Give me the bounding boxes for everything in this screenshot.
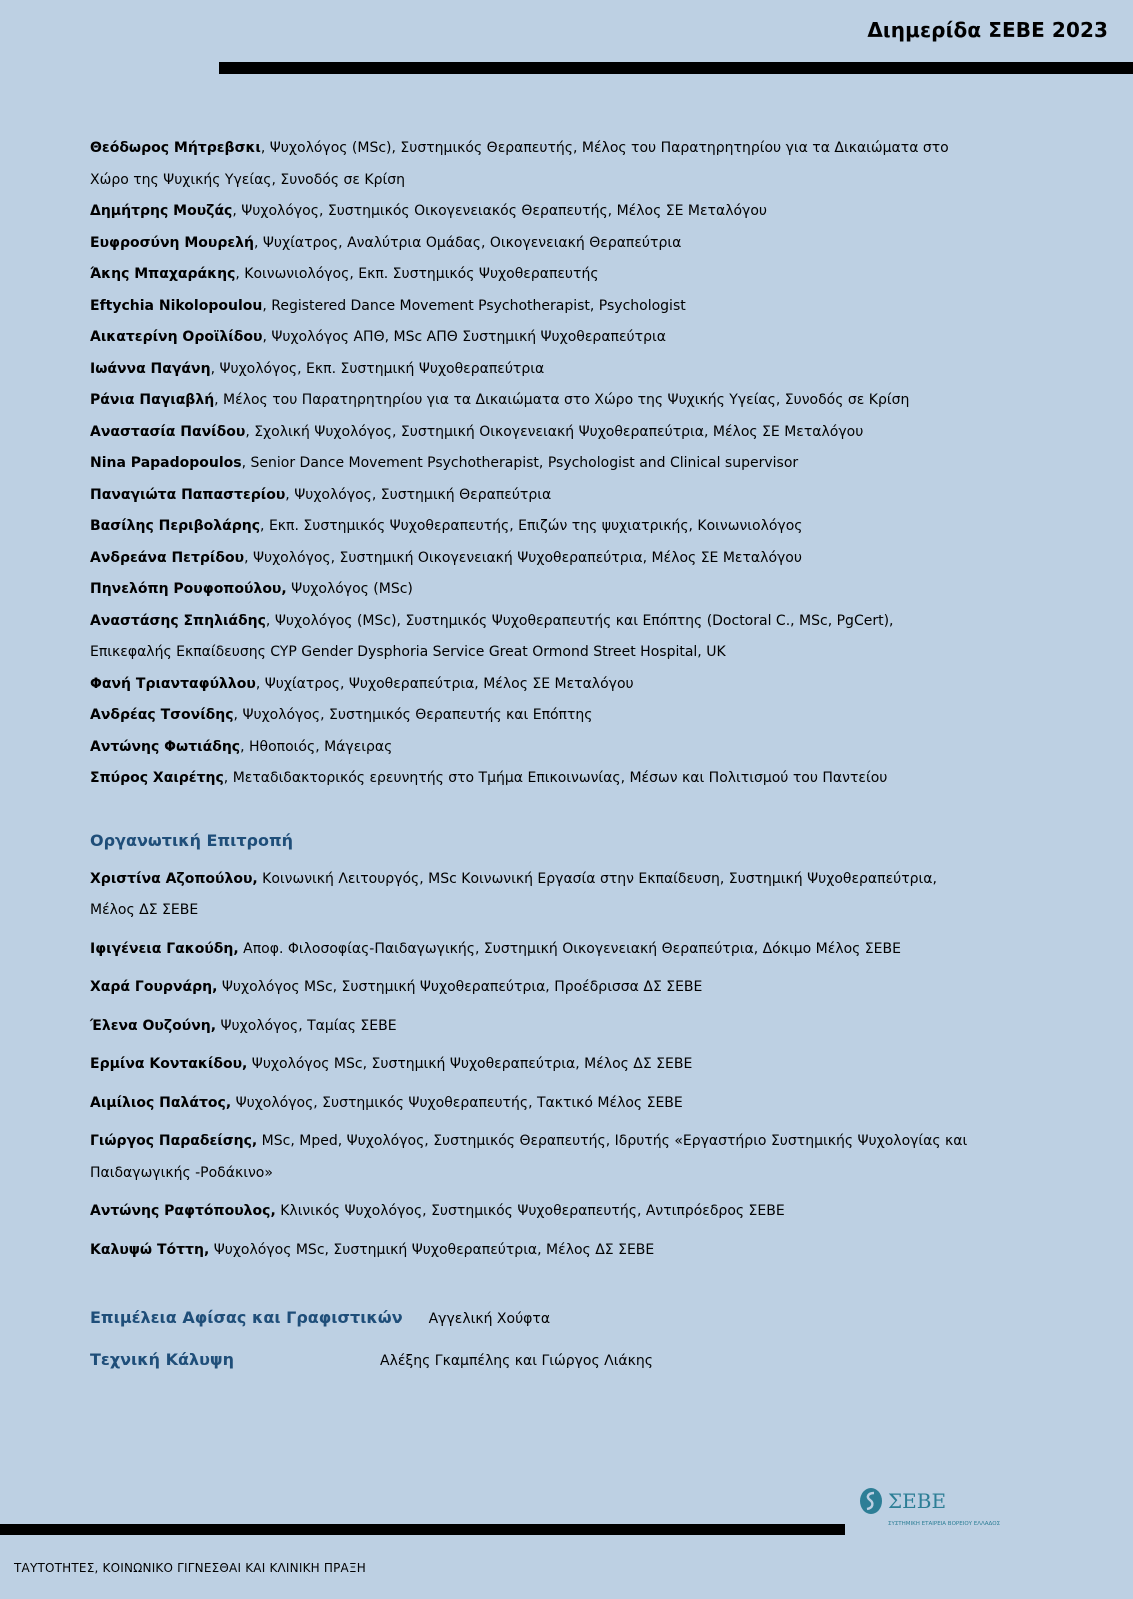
credit-tech — [90, 1350, 970, 1392]
participant-item — [90, 700, 970, 732]
participant-item — [90, 606, 970, 669]
participant-description: , Ψυχίατρος, Ψυχοθεραπεύτρια, Μέλος ΣΕ Μεταλόγου — [255, 675, 634, 692]
participant-name: Αντώνης Φωτιάδης — [90, 738, 241, 755]
committee-member-name: Καλυψώ Τόττη, — [90, 1241, 210, 1258]
participant-description: , Senior Dance Movement Psychotherapist, Psychologist and Clinical supervisor — [241, 455, 799, 471]
participant-item — [90, 133, 970, 196]
participant-item — [90, 763, 970, 795]
participant-item — [90, 196, 970, 228]
participant-description: , Ψυχολόγος, Συστημικός Οικογενειακός Θεραπευτής, Μέλος ΣΕ Μεταλόγου — [232, 203, 767, 219]
participant-name: Βασίλης Περιβολάρης — [90, 518, 261, 534]
participant-name: Φανή Τριανταφύλλου — [90, 675, 256, 692]
participant-item — [90, 732, 970, 764]
participant-description: , Ψυχολόγος, Συστημική Οικογενειακή Ψυχοθεραπεύτρια, Μέλος ΣΕ Μεταλόγου — [244, 549, 802, 566]
committee-member-name: Αιμίλιος Παλάτος, — [90, 1094, 232, 1111]
committee-member-item — [90, 1196, 970, 1228]
committee-member-name: Έλενα Ουζούνη, — [90, 1017, 217, 1034]
participant-item — [90, 228, 970, 260]
participant-item — [90, 480, 970, 512]
organizing-committee-heading: Οργανωτική Επιτροπή — [90, 830, 294, 850]
page-header-title: Διημερίδα ΣΕΒΕ 2023 — [867, 18, 1108, 42]
seve-logo-icon — [858, 1485, 884, 1517]
participant-name: Σπύρος Χαιρέτης — [90, 770, 224, 786]
committee-member-description: Ψυχολόγος, Συστημικός Ψυχοθεραπευτής, Τακτικό Μέλος ΣΕΒΕ — [231, 1094, 683, 1111]
header-rule — [219, 62, 1133, 74]
participants-list — [90, 133, 970, 795]
participant-item — [90, 574, 970, 606]
participant-description: , Ψυχολόγος (MSc), Συστημικός Θεραπευτής, Μέλος του Παρατηρητηρίου για τα Δικαιώματα στο Χώρο της Ψυχικής Υγείας, Συνοδός σε Κρίση — [90, 140, 949, 188]
credit-tech-value: Αλέξης Γκαμπέλης και Γιώργος Λιάκης — [380, 1353, 653, 1369]
participant-name: Αικατερίνη Οροϊλίδου — [90, 329, 263, 345]
participant-item — [90, 291, 970, 323]
participant-name: Παναγιώτα Παπαστερίου — [90, 486, 286, 503]
participant-description: , Ψυχολόγος, Συστημικός Θεραπευτής και Επόπτης — [233, 707, 593, 723]
participant-description: , Κοινωνιολόγος, Εκπ. Συστημικός Ψυχοθεραπευτής — [235, 266, 599, 282]
committee-member-description: Ψυχολόγος MSc, Συστημική Ψυχοθεραπεύτρια, Προέδρισσα ΔΣ ΣΕΒΕ — [217, 979, 703, 995]
credit-poster-label: Επιμέλεια Αφίσας και Γραφιστικών — [90, 1308, 403, 1327]
participant-name: Θεόδωρος Μήτρεβσκι — [90, 140, 261, 156]
committee-member-item — [90, 1126, 970, 1189]
seve-logo — [858, 1485, 1008, 1555]
committee-member-name: Ερμίνα Κοντακίδου, — [90, 1056, 248, 1072]
committee-member-name: Χαρά Γουρνάρη, — [90, 979, 218, 995]
committee-member-description: Κλινικός Ψυχολόγος, Συστημικός Ψυχοθεραπευτής, Αντιπρόεδρος ΣΕΒΕ — [275, 1203, 785, 1219]
credit-poster — [90, 1308, 970, 1350]
participant-item — [90, 448, 970, 480]
seve-logo-subtitle: ΣΥΣΤΗΜΙΚΗ ΕΤΑΙΡΕΙΑ ΒΟΡΕΙΟΥ ΕΛΛΑΔΟΣ — [888, 1521, 1001, 1527]
participant-name: Πηνελόπη Ρουφοπούλου, — [90, 581, 287, 597]
participant-description: , Σχολική Ψυχολόγος, Συστημική Οικογενειακή Ψυχοθεραπεύτρια, Μέλος ΣΕ Μεταλόγου — [245, 423, 864, 440]
participant-name: Ανδρεάνα Πετρίδου — [90, 549, 245, 566]
committee-member-description: MSc, Mped, Ψυχολόγος, Συστημικός Θεραπευτής, Ιδρυτής «Εργαστήριο Συστημικής Ψυχολογίας και Παιδαγωγικής -Ροδάκινο» — [90, 1133, 968, 1181]
footer-text: ΤΑΥΤΟΤΗΤΕΣ, ΚΟΙΝΩΝΙΚΟ ΓΙΓΝΕΣΘΑΙ ΚΑΙ ΚΛΙΝΙΚΗ ΠΡΑΞΗ — [14, 1561, 366, 1575]
committee-member-item — [90, 934, 970, 966]
committee-member-item — [90, 864, 970, 927]
participant-item — [90, 385, 970, 417]
participant-name: Άκης Μπαχαράκης — [90, 266, 236, 282]
participant-description: , Μέλος του Παρατηρητηρίου για τα Δικαιώματα στο Χώρο της Ψυχικής Υγείας, Συνοδός σε Κρίση — [214, 392, 910, 408]
committee-member-description: Ψυχολόγος MSc, Συστημική Ψυχοθεραπεύτρια, Μέλος ΔΣ ΣΕΒΕ — [247, 1056, 693, 1072]
committee-member-name: Αντώνης Ραφτόπουλος, — [90, 1203, 276, 1219]
participant-description: , Ψυχολόγος, Συστημική Θεραπεύτρια — [285, 486, 552, 503]
participant-name: Δημήτρης Μουζάς — [90, 203, 233, 219]
committee-member-item — [90, 1049, 970, 1081]
participant-description: , Ψυχολόγος ΑΠΘ, MSc ΑΠΘ Συστημική Ψυχοθεραπεύτρια — [262, 329, 666, 345]
committee-member-description: Ψυχολόγος MSc, Συστημική Ψυχοθεραπεύτρια, Μέλος ΔΣ ΣΕΒΕ — [209, 1241, 655, 1258]
participant-item — [90, 259, 970, 291]
participant-item — [90, 417, 970, 449]
participant-description: , Ηθοποιός, Μάγειρας — [240, 738, 393, 755]
committee-member-description: Αποφ. Φιλοσοφίας-Παιδαγωγικής, Συστημική Οικογενειακή Θεραπεύτρια, Δόκιμο Μέλος ΣΕΒΕ — [238, 940, 901, 957]
committee-member-name: Γιώργος Παραδείσης, — [90, 1133, 258, 1149]
participant-item — [90, 511, 970, 543]
participant-name: Nina Papadopoulos — [90, 455, 242, 471]
committee-member-name: Ιφιγένεια Γακούδη, — [90, 940, 239, 957]
participant-description: , Ψυχολόγος, Εκπ. Συστημική Ψυχοθεραπεύτρια — [210, 360, 545, 377]
participant-description: , Ψυχίατρος, Αναλύτρια Ομάδας, Οικογενειακή Θεραπεύτρια — [254, 234, 682, 251]
committee-member-item — [90, 972, 970, 1004]
credits — [90, 1308, 970, 1392]
committee-member-item — [90, 1235, 970, 1267]
footer-rule — [0, 1524, 845, 1535]
participant-name: Ευφροσύνη Μουρελή — [90, 234, 254, 251]
participant-name: Αναστασία Πανίδου — [90, 423, 246, 440]
participant-item — [90, 322, 970, 354]
participant-name: Ανδρέας Τσονίδης — [90, 707, 234, 723]
committee-member-item — [90, 1011, 970, 1043]
participant-item — [90, 669, 970, 701]
document-body — [90, 133, 970, 1392]
participant-name: Αναστάσης Σπηλιάδης — [90, 612, 266, 629]
organizing-committee-list — [90, 864, 970, 1267]
committee-member-item — [90, 1088, 970, 1120]
participant-description: , Μεταδιδακτορικός ερευνητής στο Τμήμα Επικοινωνίας, Μέσων και Πολιτισμού του Παντείου — [223, 770, 888, 786]
credit-tech-label: Τεχνική Κάλυψη — [90, 1350, 235, 1369]
committee-member-description: Ψυχολόγος, Ταμίας ΣΕΒΕ — [216, 1017, 397, 1034]
participant-name: Ράνια Παγιαβλή — [90, 392, 215, 408]
participant-description: , Registered Dance Movement Psychotherapist, Psychologist — [262, 297, 686, 314]
committee-member-description: Κοινωνική Λειτουργός, MSc Κοινωνική Εργασία στην Εκπαίδευση, Συστημική Ψυχοθεραπεύτρια, Μέλος ΔΣ ΣΕΒΕ — [90, 870, 937, 918]
participant-name: Ιωάννα Παγάνη — [90, 360, 211, 377]
seve-logo-word: ΣΕΒΕ — [888, 1489, 947, 1513]
participant-name: Eftychia Nikolopoulou — [90, 297, 263, 314]
participant-description: , Εκπ. Συστημικός Ψυχοθεραπευτής, Επιζών της ψυχιατρικής, Κοινωνιολόγος — [260, 518, 803, 534]
committee-member-name: Χριστίνα Αζοπούλου, — [90, 870, 258, 887]
credit-poster-value: Αγγελική Χούφτα — [428, 1311, 551, 1327]
participant-description: Ψυχολόγος (MSc) — [286, 581, 413, 597]
participant-item — [90, 543, 970, 575]
participant-description: , Ψυχολόγος (MSc), Συστημικός Ψυχοθεραπευτής και Επόπτης (Doctoral C., MSc, PgCert), Επικεφαλής Εκπαίδευσης CYP Gender Dysphoria Service Great Ormond Street Hospital, UK — [90, 612, 894, 660]
participant-item — [90, 354, 970, 386]
